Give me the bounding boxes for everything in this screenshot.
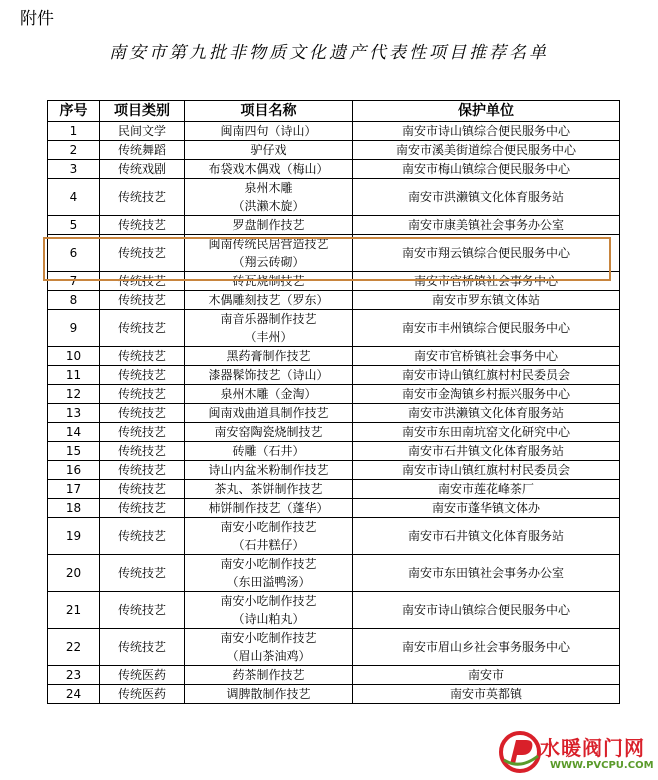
cell-no: 23 [48, 666, 100, 685]
cell-category: 传统技艺 [100, 347, 185, 366]
cell-unit: 南安市梅山镇综合便民服务中心 [353, 160, 620, 179]
cell-unit: 南安市康美镇社会事务办公室 [353, 216, 620, 235]
table-row [48, 555, 620, 592]
cell-category: 传统技艺 [100, 310, 185, 347]
col-header-name: 项目名称 [185, 101, 353, 122]
cell-name-line: 漆器髹饰技艺（诗山） [208, 368, 329, 382]
cell-name [185, 461, 353, 480]
cell-no: 8 [48, 291, 100, 310]
cell-name [185, 216, 353, 235]
cell-name-line: 南安窑陶瓷烧制技艺 [214, 425, 323, 439]
cell-name [185, 122, 353, 141]
cell-name-line: 药茶制作技艺 [232, 668, 305, 682]
cell-no: 20 [48, 555, 100, 592]
table-row [48, 423, 620, 442]
cell-category: 传统技艺 [100, 235, 185, 272]
cell-name-line: 南音乐器制作技艺 [220, 312, 317, 326]
attachment-label: 附件 [20, 9, 54, 29]
table-row [48, 122, 620, 141]
cell-unit: 南安市官桥镇社会事务中心 [353, 272, 620, 291]
cell-name-line: 木偶雕刻技艺（罗东） [208, 293, 329, 307]
cell-name-line: 驴仔戏 [250, 143, 287, 157]
table-row [48, 216, 620, 235]
cell-name-line: 砖雕（石井） [232, 444, 305, 458]
cell-no: 7 [48, 272, 100, 291]
cell-unit: 南安市蓬华镇文体办 [353, 499, 620, 518]
cell-unit: 南安市东田南坑窑文化研究中心 [353, 423, 620, 442]
cell-name-line: 南安小吃制作技艺 [220, 594, 317, 608]
cell-category: 传统技艺 [100, 480, 185, 499]
cell-no: 9 [48, 310, 100, 347]
project-table [47, 100, 620, 704]
cell-no: 18 [48, 499, 100, 518]
cell-no: 2 [48, 141, 100, 160]
cell-category: 传统技艺 [100, 179, 185, 216]
cell-unit: 南安市诗山镇红旗村村民委员会 [353, 461, 620, 480]
cell-name [185, 685, 353, 704]
table-row [48, 160, 620, 179]
cell-no: 6 [48, 235, 100, 272]
cell-unit: 南安市 [353, 666, 620, 685]
cell-unit: 南安市丰州镇综合便民服务中心 [353, 310, 620, 347]
table-row [48, 518, 620, 555]
cell-name-line: 罗盘制作技艺 [232, 218, 305, 232]
cell-name [185, 518, 353, 555]
cell-unit: 南安市英都镇 [353, 685, 620, 704]
cell-category: 传统技艺 [100, 518, 185, 555]
cell-name [185, 629, 353, 666]
cell-name-line: 诗山内盆米粉制作技艺 [208, 463, 329, 477]
table-row [48, 404, 620, 423]
cell-no: 11 [48, 366, 100, 385]
cell-name-line: 闽南戏曲道具制作技艺 [208, 406, 329, 420]
cell-category: 传统技艺 [100, 216, 185, 235]
cell-no: 5 [48, 216, 100, 235]
cell-name [185, 480, 353, 499]
cell-name-line: 调脾散制作技艺 [226, 687, 311, 701]
cell-name [185, 442, 353, 461]
document-title: 南安市第九批非物质文化遗产代表性项目推荐名单 [109, 43, 549, 63]
table-row [48, 272, 620, 291]
cell-name-line: 南安小吃制作技艺 [220, 520, 317, 534]
cell-name-line: （丰州） [244, 330, 293, 344]
cell-unit: 南安市洪濑镇文化体育服务站 [353, 404, 620, 423]
cell-name [185, 235, 353, 272]
cell-unit: 南安市莲花峰茶厂 [353, 480, 620, 499]
cell-name-line: 黑药膏制作技艺 [226, 349, 311, 363]
cell-name-line: （诗山粕丸） [232, 612, 305, 626]
cell-category: 传统技艺 [100, 366, 185, 385]
cell-category: 传统技艺 [100, 629, 185, 666]
cell-name [185, 310, 353, 347]
table-row [48, 347, 620, 366]
cell-name-line: 泉州木雕（金淘） [220, 387, 317, 401]
cell-name [185, 141, 353, 160]
cell-no: 21 [48, 592, 100, 629]
cell-name [185, 423, 353, 442]
cell-name-line: （洪濑木旋） [232, 199, 305, 213]
cell-category: 传统技艺 [100, 499, 185, 518]
cell-unit: 南安市诗山镇综合便民服务中心 [353, 592, 620, 629]
cell-name-line: 泉州木雕 [244, 181, 293, 195]
cell-no: 1 [48, 122, 100, 141]
watermark-text: 水暖阀门网 [540, 736, 645, 760]
cell-name [185, 366, 353, 385]
cell-category: 传统医药 [100, 685, 185, 704]
cell-no: 19 [48, 518, 100, 555]
table-row [48, 141, 620, 160]
cell-category: 传统医药 [100, 666, 185, 685]
cell-category: 传统技艺 [100, 442, 185, 461]
cell-no: 12 [48, 385, 100, 404]
table-row [48, 442, 620, 461]
cell-category: 传统技艺 [100, 385, 185, 404]
cell-no: 15 [48, 442, 100, 461]
cell-name-line: 闽南传统民居营造技艺 [208, 237, 329, 251]
cell-unit: 南安市东田镇社会事务办公室 [353, 555, 620, 592]
cell-name [185, 160, 353, 179]
cell-unit: 南安市洪濑镇文化体育服务站 [353, 179, 620, 216]
cell-unit: 南安市官桥镇社会事务中心 [353, 347, 620, 366]
col-header-no: 序号 [48, 101, 100, 122]
cell-unit: 南安市诗山镇综合便民服务中心 [353, 122, 620, 141]
cell-name-line: 闽南四句（诗山） [220, 124, 317, 138]
cell-unit: 南安市金淘镇乡村振兴服务中心 [353, 385, 620, 404]
cell-category: 传统技艺 [100, 404, 185, 423]
table-row [48, 291, 620, 310]
table-row [48, 480, 620, 499]
cell-no: 4 [48, 179, 100, 216]
table-row [48, 629, 620, 666]
cell-name-line: 南安小吃制作技艺 [220, 557, 317, 571]
cell-name [185, 555, 353, 592]
table-row [48, 499, 620, 518]
cell-name [185, 385, 353, 404]
table-row [48, 685, 620, 704]
cell-unit: 南安市诗山镇红旗村村民委员会 [353, 366, 620, 385]
col-header-unit: 保护单位 [353, 101, 620, 122]
cell-category: 传统戏剧 [100, 160, 185, 179]
cell-name [185, 272, 353, 291]
cell-name-line: （东田溢鸭汤） [226, 575, 311, 589]
cell-name-line: 南安小吃制作技艺 [220, 631, 317, 645]
cell-no: 3 [48, 160, 100, 179]
table-row [48, 666, 620, 685]
table-row [48, 366, 620, 385]
cell-name-line: （石井糕仔） [232, 538, 305, 552]
table-header-row [48, 101, 620, 122]
cell-category: 传统技艺 [100, 272, 185, 291]
cell-name [185, 499, 353, 518]
table-row [48, 310, 620, 347]
cell-unit: 南安市溪美街道综合便民服务中心 [353, 141, 620, 160]
cell-no: 10 [48, 347, 100, 366]
table-row [48, 385, 620, 404]
cell-category: 传统技艺 [100, 423, 185, 442]
cell-category: 传统技艺 [100, 555, 185, 592]
cell-unit: 南安市眉山乡社会事务服务中心 [353, 629, 620, 666]
cell-no: 24 [48, 685, 100, 704]
cell-category: 传统技艺 [100, 291, 185, 310]
watermark-url: WWW.PVCPU.COM [550, 760, 654, 771]
col-header-category: 项目类别 [100, 101, 185, 122]
cell-name-line: 砖瓦烧制技艺 [232, 274, 305, 288]
cell-name [185, 592, 353, 629]
cell-no: 22 [48, 629, 100, 666]
table-row [48, 461, 620, 480]
table-row [48, 179, 620, 216]
cell-name-line: （眉山茶油鸡） [226, 649, 311, 663]
pipe-logo-icon [498, 730, 542, 774]
table-body [48, 122, 620, 704]
cell-unit: 南安市石井镇文化体育服务站 [353, 442, 620, 461]
cell-category: 传统技艺 [100, 592, 185, 629]
cell-unit: 南安市石井镇文化体育服务站 [353, 518, 620, 555]
cell-name [185, 666, 353, 685]
cell-unit: 南安市罗东镇文体站 [353, 291, 620, 310]
cell-no: 13 [48, 404, 100, 423]
cell-unit: 南安市翔云镇综合便民服务中心 [353, 235, 620, 272]
cell-name-line: 茶丸、茶饼制作技艺 [214, 482, 323, 496]
cell-no: 16 [48, 461, 100, 480]
table-container [47, 100, 619, 704]
cell-name [185, 404, 353, 423]
cell-name [185, 347, 353, 366]
cell-no: 17 [48, 480, 100, 499]
cell-name [185, 291, 353, 310]
cell-category: 民间文学 [100, 122, 185, 141]
cell-category: 传统舞蹈 [100, 141, 185, 160]
cell-name-line: 柿饼制作技艺（蓬华） [208, 501, 329, 515]
cell-name-line: （翔云砖砌） [232, 255, 305, 269]
site-watermark [498, 728, 656, 778]
table-row [48, 592, 620, 629]
cell-category: 传统技艺 [100, 461, 185, 480]
table-row [48, 235, 620, 272]
cell-name [185, 179, 353, 216]
cell-no: 14 [48, 423, 100, 442]
cell-name-line: 布袋戏木偶戏（梅山） [208, 162, 329, 176]
